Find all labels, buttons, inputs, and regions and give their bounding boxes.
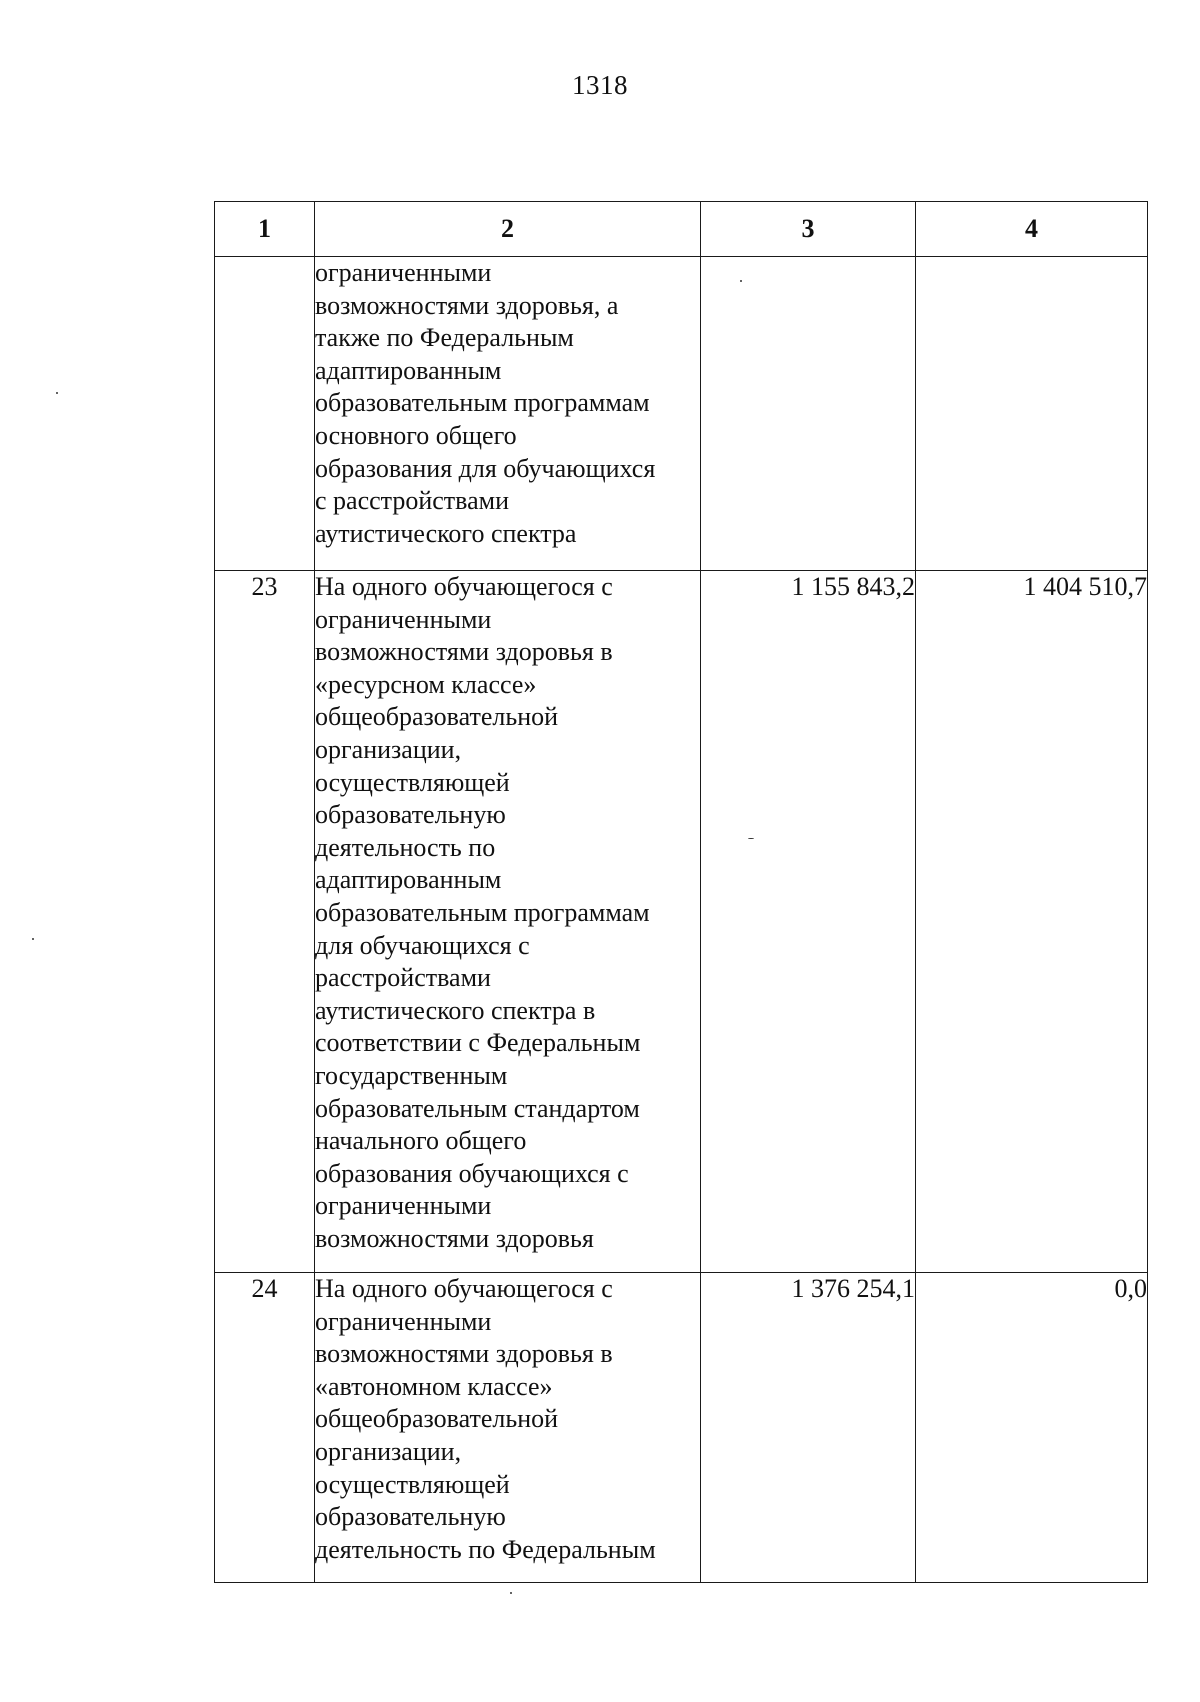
header-col-3: 3 bbox=[701, 202, 916, 257]
header-col-1: 1 bbox=[215, 202, 315, 257]
row-description: ограниченными возможностями здоровья, а также по Федеральным адаптированным образовательным программам основного общего образования для обучающихся с расстройствами аутистического спектра bbox=[315, 257, 701, 571]
table-row bbox=[215, 571, 1148, 1273]
row-value-col4: 0,0 bbox=[916, 1273, 1148, 1583]
row-value-col3: 1 155 843,2 bbox=[701, 571, 916, 1273]
row-value-col3: 1 376 254,1 bbox=[701, 1273, 916, 1583]
page-number: 1318 bbox=[572, 70, 628, 100]
table-row bbox=[215, 257, 1148, 571]
row-number bbox=[215, 257, 315, 571]
table-row bbox=[215, 1273, 1148, 1583]
row-value-col4: 1 404 510,7 bbox=[916, 571, 1148, 1273]
scan-speck bbox=[510, 1592, 512, 1594]
row-value-col3 bbox=[701, 257, 916, 571]
scan-speck bbox=[56, 392, 58, 394]
table-header-row bbox=[215, 202, 1148, 257]
scan-speck bbox=[32, 938, 34, 940]
header-col-2: 2 bbox=[315, 202, 701, 257]
row-value-col4 bbox=[916, 257, 1148, 571]
row-description: На одного обучающегося с ограниченными возможностями здоровья в «автономном классе» общеобразовательной организации, осуществляющей образовательную деятельность по Федеральным bbox=[315, 1273, 701, 1583]
row-number: 23 bbox=[215, 571, 315, 1273]
scan-speck bbox=[740, 280, 742, 282]
header-col-4: 4 bbox=[916, 202, 1148, 257]
row-description: На одного обучающегося с ограниченными возможностями здоровья в «ресурсном классе» общеобразовательной организации, осуществляющей образовательную деятельность по адаптированным образовательным программам для обучающихся с расстройствами аутистического спектра в соответствии с Федеральным государственным образовательным стандартом начального общего образования обучающихся с ограниченными возможностями здоровья bbox=[315, 571, 701, 1273]
row-number: 24 bbox=[215, 1273, 315, 1583]
scan-speck bbox=[748, 838, 754, 839]
data-table bbox=[214, 201, 1148, 1583]
